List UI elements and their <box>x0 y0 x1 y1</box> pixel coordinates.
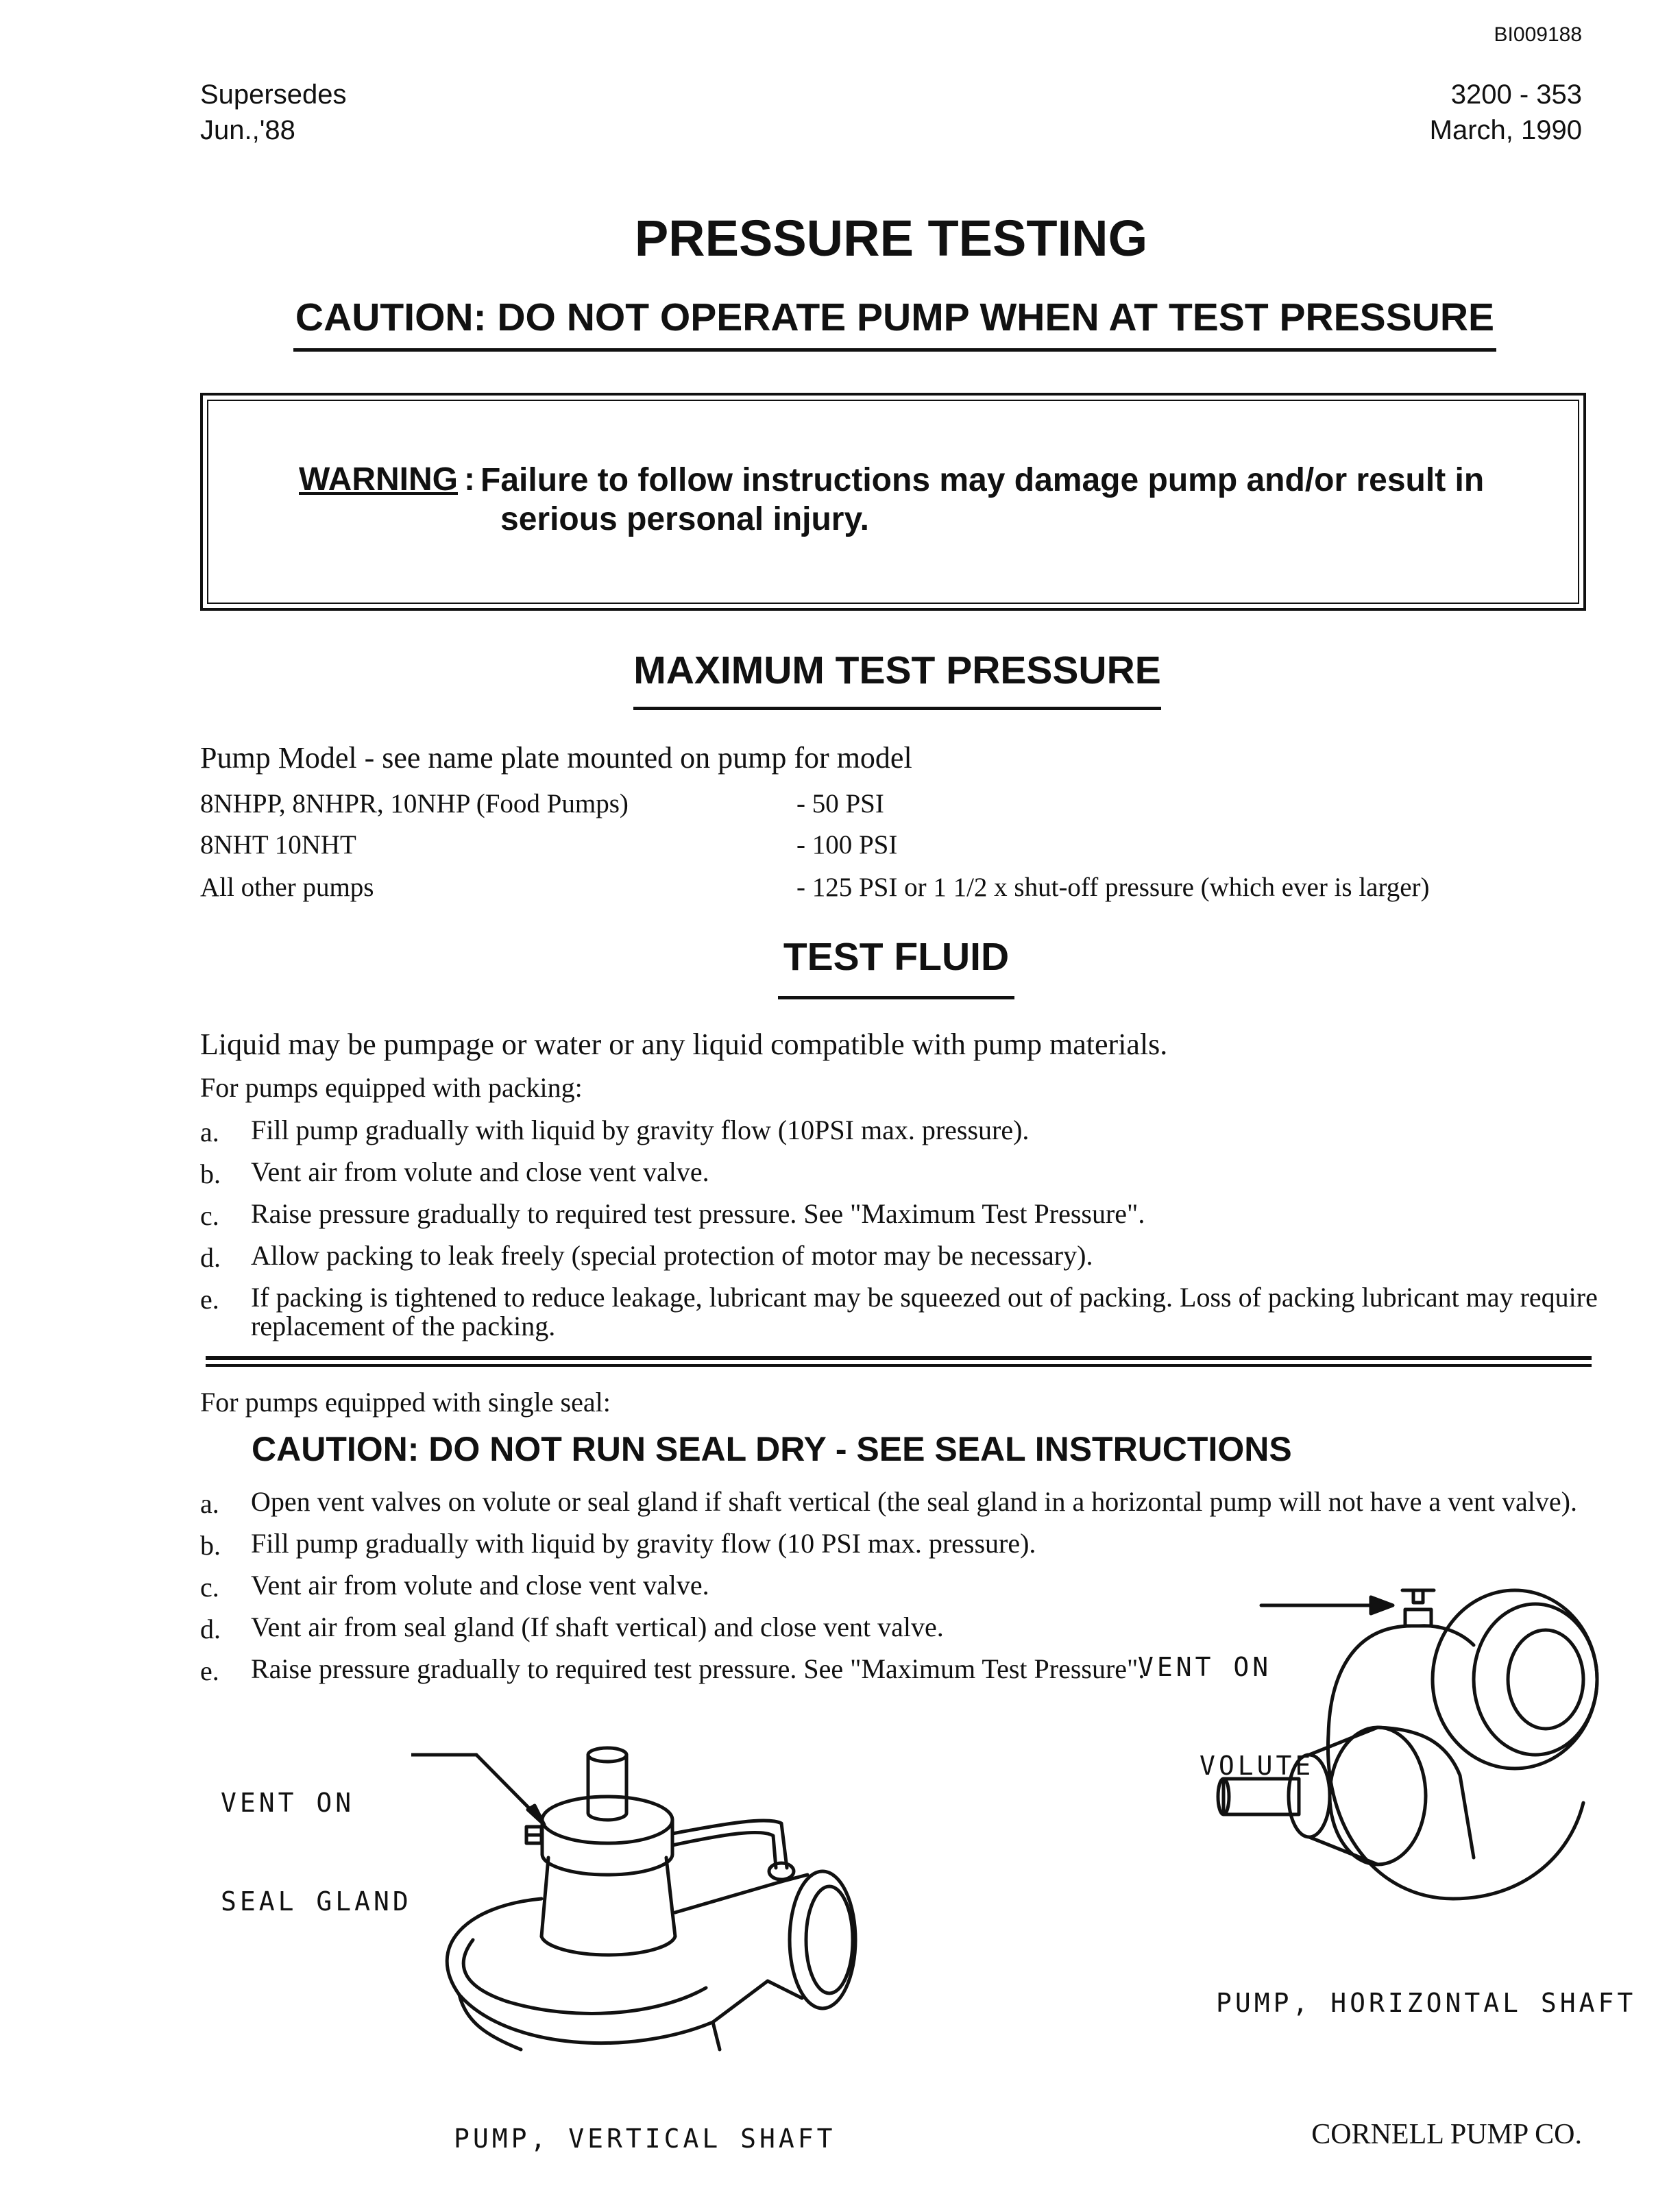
max-test-pressure-heading: MAXIMUM TEST PRESSURE <box>633 648 1161 710</box>
document-id: BI009188 <box>1494 23 1582 46</box>
supersedes-label: Supersedes <box>200 80 347 110</box>
warning-text-line2: serious personal injury. <box>500 501 869 537</box>
supersedes-block <box>200 77 346 148</box>
vent-on-volute-line2: VOLUTE <box>1200 1751 1315 1781</box>
warning-box <box>200 393 1586 611</box>
step-letter: c. <box>200 1572 219 1603</box>
step-letter: a. <box>200 1488 219 1519</box>
vent-on-seal-gland-line2: SEAL GLAND <box>221 1886 412 1917</box>
step-letter: a. <box>200 1117 219 1147</box>
step-letter: e. <box>200 1284 219 1315</box>
document-number-block <box>1430 77 1582 148</box>
step-text: Vent air from volute and close vent valve. <box>251 1156 709 1187</box>
step-letter: d. <box>200 1614 221 1644</box>
step-letter: c. <box>200 1200 219 1231</box>
step-text: Raise pressure gradually to required test pressure. See "Maximum Test Pressure". <box>251 1198 1145 1229</box>
step-text: Vent air from volute and close vent valve. <box>251 1570 709 1601</box>
step-text: Fill pump gradually with liquid by gravity flow (10 PSI max. pressure). <box>251 1528 1036 1559</box>
company-name: CORNELL PUMP CO. <box>1311 2119 1582 2150</box>
step-text: Fill pump gradually with liquid by gravity flow (10PSI max. pressure). <box>251 1115 1030 1145</box>
section-divider <box>206 1356 1592 1367</box>
vent-on-volute-line1: VENT ON <box>1138 1652 1272 1682</box>
test-pressure: - 100 PSI <box>796 830 898 860</box>
packing-section-heading: For pumps equipped with packing: <box>200 1072 583 1103</box>
horizontal-shaft-pump-drawing <box>1213 1570 1618 1981</box>
step-letter: e. <box>200 1655 219 1686</box>
test-pressure: - 50 PSI <box>796 789 884 818</box>
warning-text-line1: Failure to follow instructions may damage pump and/or result in <box>480 462 1485 498</box>
operate-caution-heading: CAUTION: DO NOT OPERATE PUMP WHEN AT TEST PRESSURE <box>293 295 1496 352</box>
warning-colon: : <box>464 461 475 498</box>
pump-model-intro: Pump Model - see name plate mounted on pump for model <box>200 741 912 775</box>
step-letter: d. <box>200 1242 221 1273</box>
vent-on-seal-gland-label <box>221 1721 412 1951</box>
horizontal-shaft-caption: PUMP, HORIZONTAL SHAFT <box>1216 1988 1637 2018</box>
step-letter: b. <box>200 1530 221 1561</box>
vent-on-seal-gland-line1: VENT ON <box>221 1788 355 1818</box>
step-text: Allow packing to leak freely (special protection of motor may be necessary). <box>251 1240 1093 1271</box>
vertical-shaft-pump-drawing <box>411 1734 905 2077</box>
single-seal-section-heading: For pumps equipped with single seal: <box>200 1387 611 1418</box>
pump-model: 8NHPP, 8NHPR, 10NHP (Food Pumps) <box>200 789 629 818</box>
test-fluid-heading: TEST FLUID <box>778 934 1014 999</box>
pump-model: All other pumps <box>200 873 374 902</box>
pump-model: 8NHT 10NHT <box>200 830 356 860</box>
document-number: 3200 - 353 <box>1450 80 1582 110</box>
page-title: PRESSURE TESTING <box>634 210 1148 267</box>
step-text: Open vent valves on volute or seal gland if shaft vertical (the seal gland in a horizontal pump will not have a vent valve). <box>251 1486 1577 1517</box>
warning-label: WARNING <box>299 461 458 498</box>
step-text: If packing is tightened to reduce leakage, lubricant may be squeezed out of packing. Loss of packing lubricant may require replacement of the packing. <box>251 1282 1598 1341</box>
test-pressure: - 125 PSI or 1 1/2 x shut-off pressure (which ever is larger) <box>796 873 1430 902</box>
test-fluid-intro: Liquid may be pumpage or water or any liquid compatible with pump materials. <box>200 1028 1168 1061</box>
step-letter: b. <box>200 1158 221 1189</box>
document-date: March, 1990 <box>1429 115 1582 145</box>
seal-dry-caution: CAUTION: DO NOT RUN SEAL DRY - SEE SEAL INSTRUCTIONS <box>252 1430 1292 1468</box>
step-text: Vent air from seal gland (If shaft vertical) and close vent valve. <box>251 1612 944 1642</box>
supersedes-date: Jun.,'88 <box>200 115 295 145</box>
step-text: Raise pressure gradually to required test pressure. See "Maximum Test Pressure". <box>251 1653 1145 1684</box>
vertical-shaft-caption: PUMP, VERTICAL SHAFT <box>454 2124 836 2154</box>
